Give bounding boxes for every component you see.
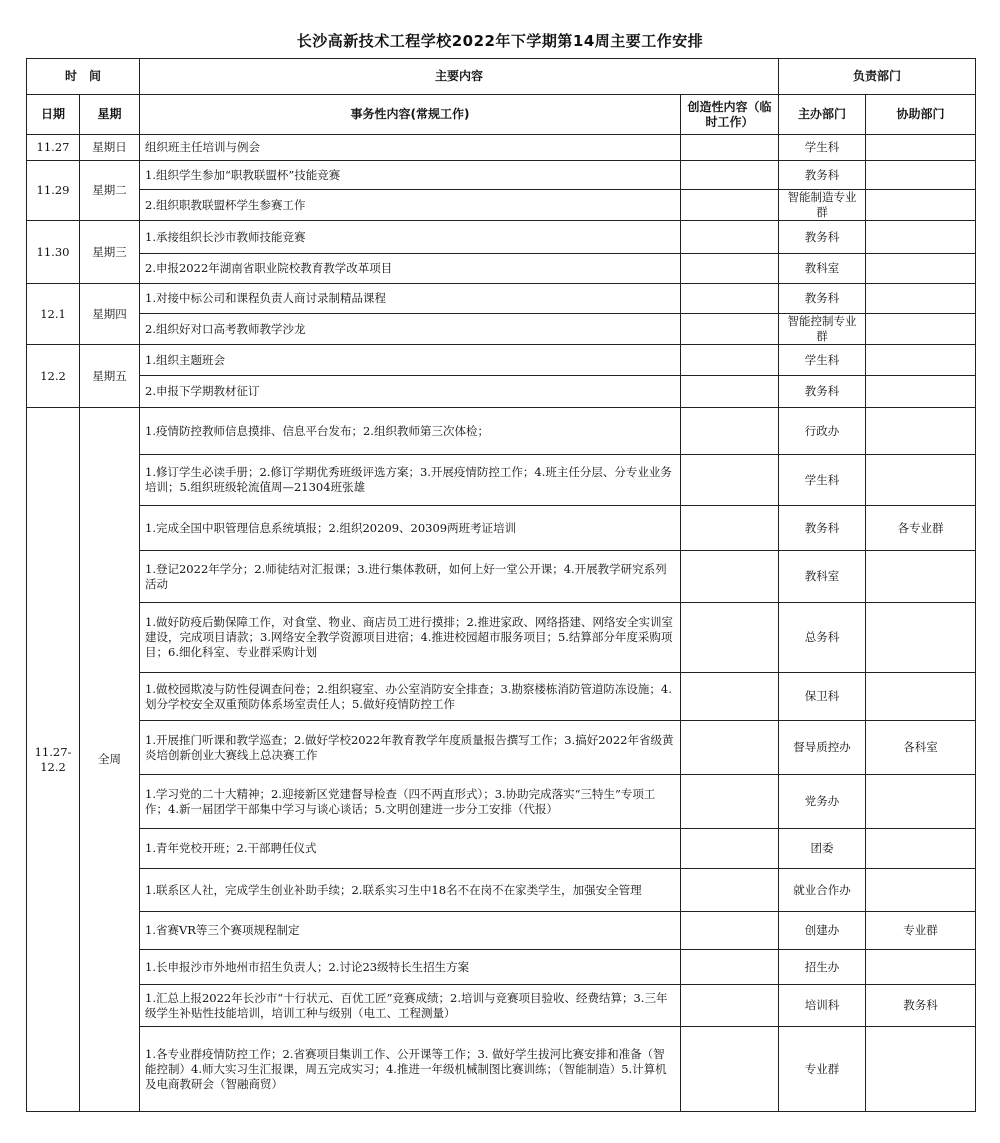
table-row xyxy=(27,603,976,673)
assist-dept-cell xyxy=(866,284,976,314)
host-dept-cell: 教科室 xyxy=(779,551,866,603)
host-dept-cell: 教科室 xyxy=(779,254,866,284)
table-row xyxy=(27,455,976,506)
host-dept-cell: 教务科 xyxy=(779,376,866,408)
creative-cell xyxy=(681,869,779,912)
content-cell: 1.组织学生参加“职教联盟杯”技能竞赛 xyxy=(140,161,681,190)
creative-cell xyxy=(681,345,779,376)
host-dept-cell: 教务科 xyxy=(779,161,866,190)
content-cell: 2.组织职教联盟杯学生参赛工作 xyxy=(140,190,681,221)
table-row xyxy=(27,721,976,775)
table-row xyxy=(27,376,976,408)
host-dept-cell: 团委 xyxy=(779,829,866,869)
header-date: 日期 xyxy=(27,95,80,135)
assist-dept-cell xyxy=(866,829,976,869)
host-dept-cell: 总务科 xyxy=(779,603,866,673)
content-cell: 2.申报下学期教材征订 xyxy=(140,376,681,408)
date-cell: 11.27-12.2 xyxy=(27,408,80,1112)
table-row xyxy=(27,912,976,950)
header-routine: 事务性内容(常规工作) xyxy=(140,95,681,135)
weekday-cell: 全周 xyxy=(80,408,140,1112)
table-row xyxy=(27,829,976,869)
assist-dept-cell xyxy=(866,376,976,408)
table-row xyxy=(27,254,976,284)
assist-dept-cell xyxy=(866,673,976,721)
host-dept-cell: 学生科 xyxy=(779,135,866,161)
content-cell: 1.修订学生必读手册；2.修订学期优秀班级评选方案；3.开展疫情防控工作；4.班主任分层、分专业业务培训；5.组织班级轮流值周—21304班张雄 xyxy=(140,455,681,506)
schedule-table xyxy=(26,58,976,1112)
table-row xyxy=(27,135,976,161)
assist-dept-cell xyxy=(866,190,976,221)
host-dept-cell: 学生科 xyxy=(779,345,866,376)
content-cell: 2.申报2022年湖南省职业院校教育教学改革项目 xyxy=(140,254,681,284)
assist-dept-cell: 专业群 xyxy=(866,912,976,950)
creative-cell xyxy=(681,190,779,221)
assist-dept-cell xyxy=(866,161,976,190)
table-row xyxy=(27,869,976,912)
creative-cell xyxy=(681,603,779,673)
creative-cell xyxy=(681,221,779,254)
page-title: 长沙高新技术工程学校2022年下学期第14周主要工作安排 xyxy=(296,32,704,50)
creative-cell xyxy=(681,135,779,161)
content-cell: 1.各专业群疫情防控工作；2.省赛项目集训工作、公开课等工作；3. 做好学生拔河比赛安排和准备（智能控制）4.师大实习生汇报课，周五完成实习；4.推进一年级机械制图比赛训练；（智能制造）5.计算机及电商教研会（智融商贸） xyxy=(140,1027,681,1112)
assist-dept-cell xyxy=(866,135,976,161)
host-dept-cell: 就业合作办 xyxy=(779,869,866,912)
assist-dept-cell xyxy=(866,950,976,985)
creative-cell xyxy=(681,1027,779,1112)
content-cell: 1.学习党的二十大精神；2.迎接新区党建督导检查（四不两直形式）；3.协助完成落实“三特生”专项工作；4.新一届团学干部集中学习与谈心谈话；5.文明创建进一步分工安排（代报） xyxy=(140,775,681,829)
table-row xyxy=(27,345,976,376)
assist-dept-cell: 教务科 xyxy=(866,985,976,1027)
content-cell: 1.联系区人社，完成学生创业补助手续；2.联系实习生中18名不在岗不在家类学生，加强安全管理 xyxy=(140,869,681,912)
table-row xyxy=(27,551,976,603)
host-dept-cell: 创建办 xyxy=(779,912,866,950)
assist-dept-cell: 各专业群 xyxy=(866,506,976,551)
host-dept-cell: 学生科 xyxy=(779,455,866,506)
content-cell: 组织班主任培训与例会 xyxy=(140,135,681,161)
creative-cell xyxy=(681,551,779,603)
header-main-content: 主要内容 xyxy=(140,59,779,95)
table-row xyxy=(27,284,976,314)
content-cell: 1.完成全国中职管理信息系统填报；2.组织20209、20309两班考证培训 xyxy=(140,506,681,551)
creative-cell xyxy=(681,314,779,345)
table-row xyxy=(27,950,976,985)
table-row xyxy=(27,408,976,455)
creative-cell xyxy=(681,950,779,985)
assist-dept-cell xyxy=(866,1027,976,1112)
host-dept-cell: 督导质控办 xyxy=(779,721,866,775)
weekday-cell: 星期三 xyxy=(80,221,140,284)
header-host-dept: 主办部门 xyxy=(779,95,866,135)
table-row xyxy=(27,161,976,190)
host-dept-cell: 党务办 xyxy=(779,775,866,829)
content-cell: 1.青年党校开班；2.干部聘任仪式 xyxy=(140,829,681,869)
weekday-cell: 星期二 xyxy=(80,161,140,221)
weekday-cell: 星期四 xyxy=(80,284,140,345)
header-responsible-dept: 负责部门 xyxy=(779,59,976,95)
weekday-cell: 星期五 xyxy=(80,345,140,408)
content-cell: 1.组织主题班会 xyxy=(140,345,681,376)
content-cell: 2.组织好对口高考教师教学沙龙 xyxy=(140,314,681,345)
creative-cell xyxy=(681,506,779,551)
date-cell: 11.30 xyxy=(27,221,80,284)
table-row xyxy=(27,673,976,721)
table-row xyxy=(27,506,976,551)
creative-cell xyxy=(681,161,779,190)
host-dept-cell: 招生办 xyxy=(779,950,866,985)
assist-dept-cell xyxy=(866,455,976,506)
host-dept-cell: 培训科 xyxy=(779,985,866,1027)
table-row xyxy=(27,985,976,1027)
content-cell: 1.长申报沙市外地州市招生负责人；2.讨论23级特长生招生方案 xyxy=(140,950,681,985)
assist-dept-cell xyxy=(866,869,976,912)
assist-dept-cell xyxy=(866,314,976,345)
host-dept-cell: 专业群 xyxy=(779,1027,866,1112)
date-cell: 11.29 xyxy=(27,161,80,221)
host-dept-cell: 教务科 xyxy=(779,284,866,314)
assist-dept-cell xyxy=(866,775,976,829)
assist-dept-cell xyxy=(866,408,976,455)
content-cell: 1.做好防疫后勤保障工作，对食堂、物业、商店员工进行摸排；2.推进家政、网络搭建、网络安全实训室建设，完成项目请款；3.网络安全教学资源项目进宿；4.推进校园超市服务项目；5.结算部分年度采购项目；6.细化科室、专业群采购计划 xyxy=(140,603,681,673)
table-row xyxy=(27,190,976,221)
host-dept-cell: 保卫科 xyxy=(779,673,866,721)
header-weekday: 星期 xyxy=(80,95,140,135)
host-dept-cell: 智能控制专业群 xyxy=(779,314,866,345)
host-dept-cell: 智能制造专业群 xyxy=(779,190,866,221)
content-cell: 1.汇总上报2022年长沙市“十行状元、百优工匠”竞赛成绩；2.培训与竞赛项目验收、经费结算；3.三年级学生补贴性技能培训，培训工种与级别（电工、工程测量） xyxy=(140,985,681,1027)
table-row xyxy=(27,775,976,829)
content-cell: 1.登记2022年学分；2.师徒结对汇报课；3.进行集体教研，如何上好一堂公开课；4.开展教学研究系列活动 xyxy=(140,551,681,603)
table-row xyxy=(27,314,976,345)
creative-cell xyxy=(681,673,779,721)
creative-cell xyxy=(681,408,779,455)
assist-dept-cell xyxy=(866,254,976,284)
assist-dept-cell xyxy=(866,221,976,254)
creative-cell xyxy=(681,284,779,314)
weekday-cell: 星期日 xyxy=(80,135,140,161)
assist-dept-cell xyxy=(866,603,976,673)
content-cell: 1.承接组织长沙市教师技能竞赛 xyxy=(140,221,681,254)
header-creative: 创造性内容（临时工作） xyxy=(681,95,779,135)
date-cell: 12.1 xyxy=(27,284,80,345)
content-cell: 1.省赛VR等三个赛项规程制定 xyxy=(140,912,681,950)
content-cell: 1.开展推门听课和教学巡查；2.做好学校2022年教育教学年度质量报告撰写工作；3.搞好2022年省级黄炎培创新创业大赛线上总决赛工作 xyxy=(140,721,681,775)
creative-cell xyxy=(681,721,779,775)
creative-cell xyxy=(681,376,779,408)
creative-cell xyxy=(681,775,779,829)
assist-dept-cell xyxy=(866,345,976,376)
header-time: 时 间 xyxy=(27,59,140,95)
creative-cell xyxy=(681,254,779,284)
creative-cell xyxy=(681,829,779,869)
content-cell: 1.对接中标公司和课程负责人商讨录制精品课程 xyxy=(140,284,681,314)
header-assist-dept: 协助部门 xyxy=(866,95,976,135)
creative-cell xyxy=(681,985,779,1027)
host-dept-cell: 教务科 xyxy=(779,221,866,254)
date-cell: 11.27 xyxy=(27,135,80,161)
creative-cell xyxy=(681,912,779,950)
content-cell: 1.做校园欺凌与防性侵调查问卷；2.组织寝室、办公室消防安全排查；3.勘察楼栋消防管道防冻设施；4.划分学校安全双重预防体系场室责任人；5.做好疫情防控工作 xyxy=(140,673,681,721)
table-row xyxy=(27,221,976,254)
host-dept-cell: 行政办 xyxy=(779,408,866,455)
content-cell: 1.疫情防控教师信息摸排、信息平台发布；2.组织教师第三次体检； xyxy=(140,408,681,455)
table-row xyxy=(27,1027,976,1112)
assist-dept-cell xyxy=(866,551,976,603)
assist-dept-cell: 各科室 xyxy=(866,721,976,775)
creative-cell xyxy=(681,455,779,506)
date-cell: 12.2 xyxy=(27,345,80,408)
host-dept-cell: 教务科 xyxy=(779,506,866,551)
